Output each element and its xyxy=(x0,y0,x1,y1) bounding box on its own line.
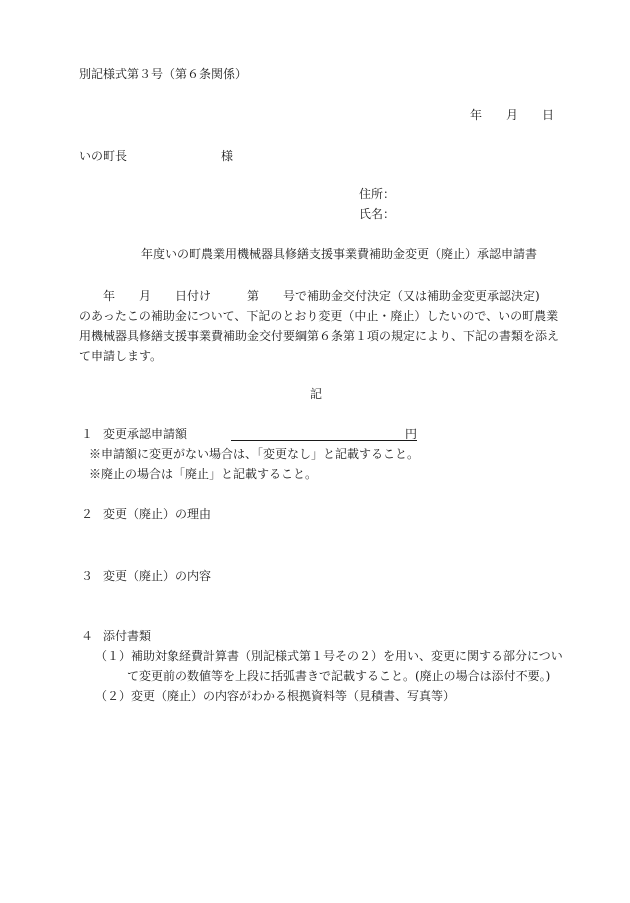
note: ※廃止の場合は「廃止」と記載すること。 xyxy=(89,467,318,481)
addressee-honorific: 様 xyxy=(221,149,234,163)
attachment-number: （１） xyxy=(95,649,132,663)
item-number: １ xyxy=(81,427,94,441)
addressee xyxy=(79,148,234,164)
attachment-number: （２） xyxy=(95,689,132,703)
attachment-1 xyxy=(95,648,563,664)
addressee-name: いの町長 xyxy=(79,149,128,163)
item-label: 変更承認申請額 xyxy=(103,427,188,441)
date-year: 年 xyxy=(470,108,483,122)
body-line: て申請します。 xyxy=(79,349,163,363)
item-number: ３ xyxy=(81,569,94,583)
attachment-text: 変更（廃止）の内容がわかる根拠資料等（見積書、写真等） xyxy=(131,689,456,703)
date-day: 日 xyxy=(542,108,555,122)
amount-unit: 円 xyxy=(405,427,418,441)
item-1 xyxy=(81,426,187,442)
item-4 xyxy=(81,628,151,644)
attachment-1-continued: て変更前の数値等を上段に括弧書きで記載すること。(廃止の場合は添付不要。) xyxy=(127,669,551,683)
item-2 xyxy=(81,506,211,522)
item-label: 変更（廃止）の理由 xyxy=(103,507,212,521)
item-label: 添付書類 xyxy=(103,629,152,643)
body-line: 用機械器具修繕支援事業費補助金交付要綱第６条第１項の規定により、下記の書類を添え xyxy=(79,329,560,343)
form-number: 別記様式第３号（第６条関係） xyxy=(79,67,248,81)
document-title: 年度いの町農業用機械器具修繕支援事業費補助金変更（廃止）承認申請書 xyxy=(141,247,538,261)
address-label: 住所： xyxy=(359,187,396,201)
body-line: のあったこの補助金について、下記のとおり変更（中止・廃止）したいので、いの町農業 xyxy=(79,309,559,323)
item-3 xyxy=(81,568,211,584)
item-number: ２ xyxy=(81,507,94,521)
ki-heading: 記 xyxy=(310,387,323,401)
item-number: ４ xyxy=(81,629,94,643)
body-line: 年 月 日付け 第 号で補助金交付決定（又は補助金変更承認決定) xyxy=(79,289,540,303)
date-month: 月 xyxy=(506,108,519,122)
item-label: 変更（廃止）の内容 xyxy=(103,569,212,583)
attachment-2 xyxy=(95,688,455,704)
amount-underline xyxy=(231,440,417,441)
name-label: 氏名： xyxy=(359,207,396,221)
attachment-text: 補助対象経費計算書（別記様式第１号その２）を用い、変更に関する部分につい xyxy=(131,649,563,663)
date-line xyxy=(470,107,554,123)
body-paragraph xyxy=(79,286,560,366)
note: ※申請額に変更がない場合は、「変更なし」と記載すること。 xyxy=(89,447,420,461)
